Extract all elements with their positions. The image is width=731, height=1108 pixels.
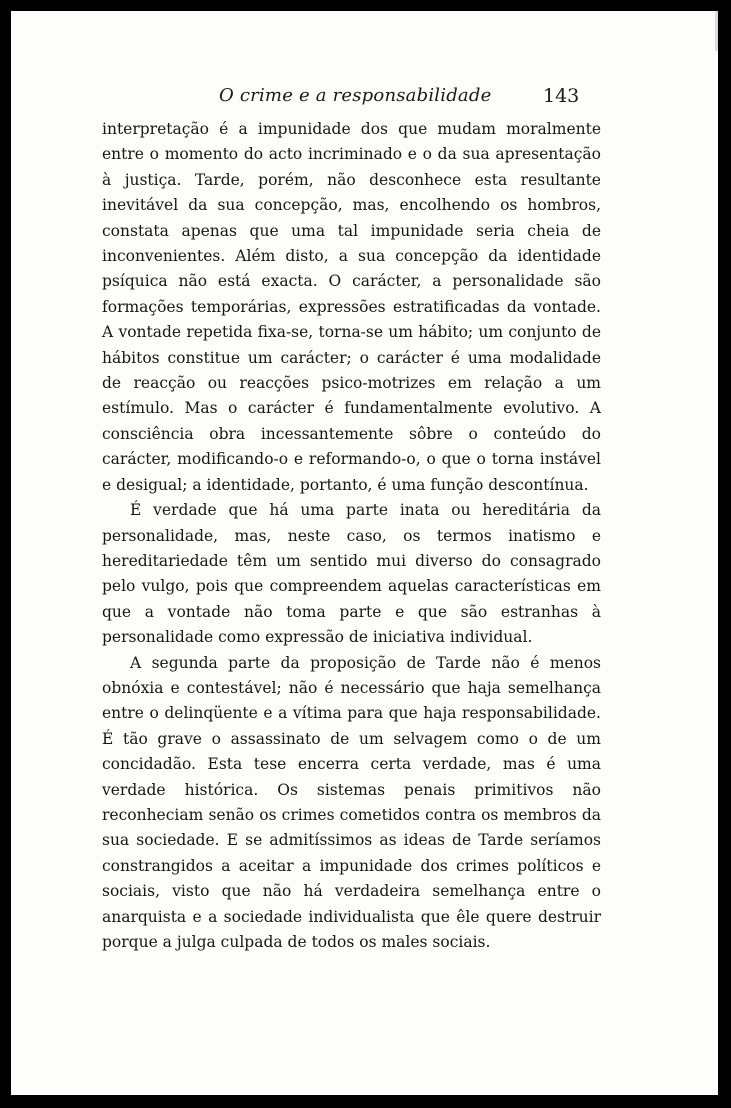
running-title: O crime e a responsabilidade: [219, 85, 492, 106]
page-edge-shadow: [715, 11, 718, 51]
page-number: 143: [543, 85, 580, 107]
paragraph-2: É verdade que há uma parte inata ou hereditária da personalidade, mas, neste caso, os termos inatismo e hereditariedade têm um sentido mui diverso do consagrado pelo vulgo, pois que compreendem aquelas características em que a vontade não toma parte e que são estranhas à personalidade como expressão de iniciativa individual.: [102, 501, 601, 647]
page-header: [11, 85, 718, 115]
page-body: [102, 117, 601, 955]
paragraph-3: A segunda parte da proposição de Tarde não é menos obnóxia e contestável; não é necessário que haja semelhança entre o delinqüente e a vítima para que haja responsabilidade. É tão grave o assassinato de um selvagem como o de um concidadão. Esta tese encerra certa verdade, mas é uma verdade histórica. Os sistemas penais primitivos não reconheciam senão os crimes cometidos contra os membros da sua sociedade. E se admitíssimos as ideas de Tarde seríamos constrangidos a aceitar a impunidade dos crimes políticos e sociais, visto que não há verdadeira semelhança entre o anarquista e a sociedade individualista que êle quere destruir porque a julga culpada de todos os males sociais.: [102, 653, 601, 951]
paragraph-1: interpretação é a impunidade dos que mudam moralmente entre o momento do acto incriminado e o da sua apresentação à justiça. Tarde, porém, não desconhece esta resultante inevitável da sua concepção, mas, encolhendo os hombros, constata apenas que uma tal impunidade seria cheia de inconvenientes. Além disto, a sua concepção da identidade psíquica não está exacta. O carácter, a personalidade são formações temporárias, expressões estratificadas da vontade. A vontade repetida fixa-se, torna-se um hábito; um conjunto de hábitos constitue um carácter; o carácter é uma modalidade de reacção ou reacções psico-motrizes em relação a um estímulo. Mas o carácter é fundamentalmente evolutivo. A consciência obra incessantemente sôbre o conteúdo do carácter, modificando-o e reformando-o, o que o torna instável e desigual; a identidade, portanto, é uma função descontínua.: [102, 120, 601, 494]
book-page: [11, 11, 718, 1095]
